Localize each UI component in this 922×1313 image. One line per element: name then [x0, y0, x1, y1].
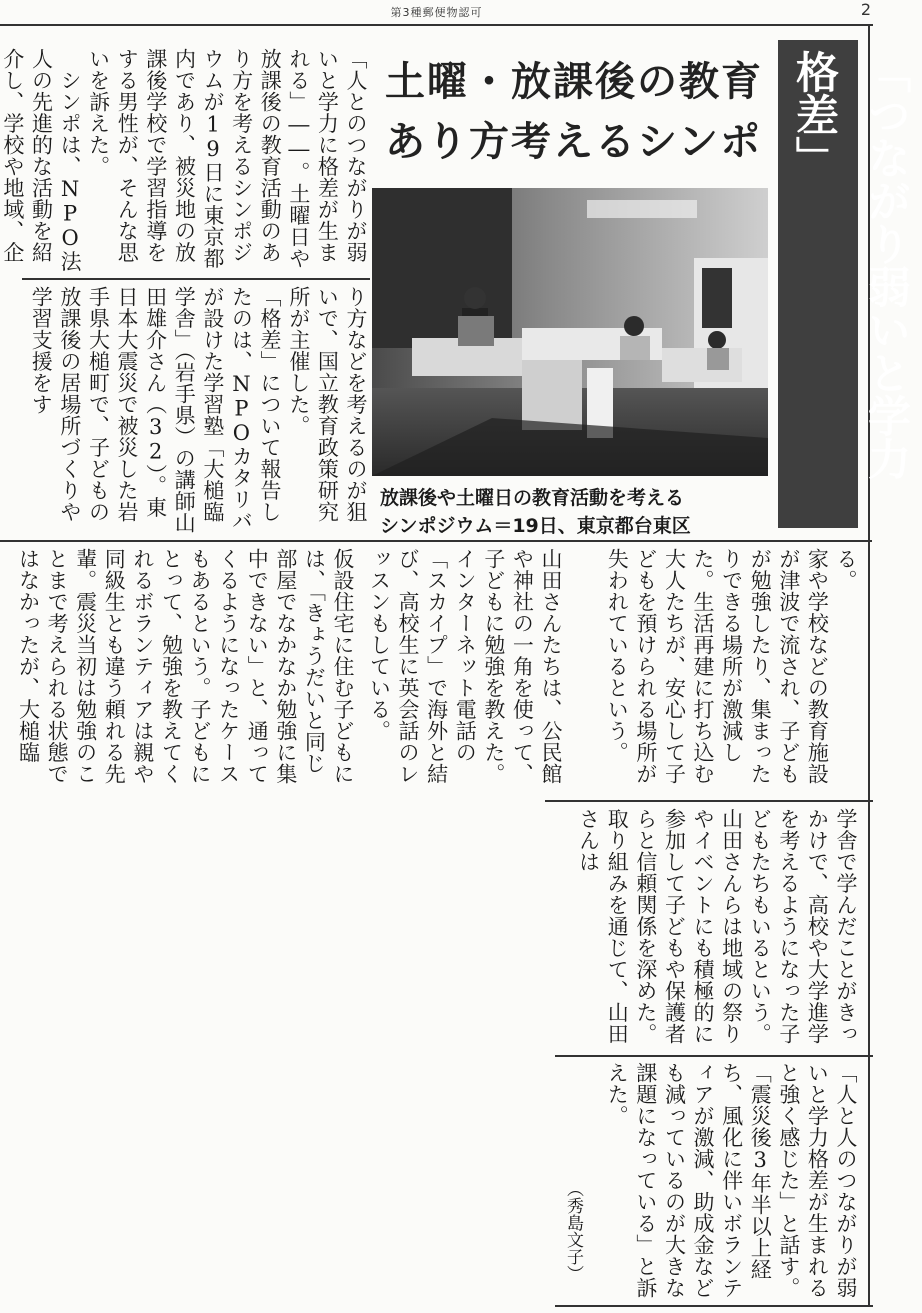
bottom-top-rule	[545, 800, 873, 802]
photo-caption-line1: 放課後や土曜日の教育活動を考える	[380, 487, 685, 509]
headline-box	[778, 40, 911, 528]
lead-paragraph-upper: 「人とのつながりが弱いと学力に格差が生まれる」――。土曜日や放課後の教育活動のあり方を考えるシンポジウムが19日に東京都内であり、被災地の放課後学校で学習指導をする男性が、そんな思いを訴えた。 シンポは、NPO法人の先進的な活動を紹介し、学校や地域、企	[0, 48, 368, 272]
symposium-photo	[372, 188, 768, 476]
subheadline-line2: あり方考えるシンポ	[385, 119, 762, 165]
lead-continuation-upper: り方などを考えるのが狙いで、国立教育政策研究所が主催した。	[286, 286, 368, 523]
body-middle-right: る。 家や学校などの教育施設が津波で流され、子どもが勉強したり、集まったりできる場所が激減した。生活再建に打ち込む大人たちが、安心して子どもを預けられる場所が失われているという。	[605, 548, 858, 785]
subheadline-line1: 土曜・放課後の教育	[385, 59, 763, 105]
body-lower-left: 仮設住宅に住む子どもには、「きょうだいと同じ部屋でなかなか勉強に集中できない」と、通ってくるようになったケースもあるという。子どもにとって、勉強を教えてくれるボランティアは親や同級生とも違う頼れる先輩。震災当初は勉強のことまで考えられる状態ではなかったが、大槌臨	[16, 548, 355, 785]
lead-divider-rule	[22, 278, 370, 280]
body-bottom-lower: 「人と人のつながりが弱いと学力格差が生まれると強く感じた」と話す。「震災後3年半以上経ち、風化に伴いボランティアが激減、助成金なども減っているのが大きな課題になっている」と訴えた。	[605, 1062, 858, 1299]
lower-divider-rule	[555, 1055, 873, 1057]
body-bottom-upper: 学舎で学んだことがきっかけで、高校や大学進学を考えるようになった子どもたちもいるという。 山田さんらは地域の祭りやイベントにも積極的に参加して子どもや保護者らと信頼関係を深めた。取り組みを通じて、山田さんは	[576, 808, 858, 1045]
bottom-rule	[555, 1305, 873, 1307]
headline: 「つながり弱いと学力格差」	[789, 50, 911, 480]
postal-notice: 第3種郵便物認可	[390, 6, 483, 19]
body-middle-left: 山田さんたちは、公民館や神社の一角を使って、子どもに勉強を教えた。インターネット電話の「スカイプ」で海外と結び、高校生に英会話のレッスンもしている。	[367, 548, 563, 785]
lead-continuation-lower: 「格差」について報告したのは、NPOカタリバが設けた学習塾「大槌臨学舎」（岩手県）の講師山田雄介さん（32）。東日本大震災で被災した岩手県大槌町で、子どもの放課後の居場所づくりや学習支援をす	[29, 286, 282, 534]
page-number: 2	[860, 0, 871, 19]
byline: （秀島文子）	[563, 1180, 583, 1282]
photo-caption-line2: シンポジウム＝19日、東京都台東区	[380, 515, 691, 537]
photo-caption	[380, 484, 770, 540]
top-rule	[0, 24, 873, 26]
symposium-scene-illustration	[372, 188, 768, 476]
middle-divider-rule	[0, 540, 872, 542]
subheadline	[385, 50, 765, 168]
